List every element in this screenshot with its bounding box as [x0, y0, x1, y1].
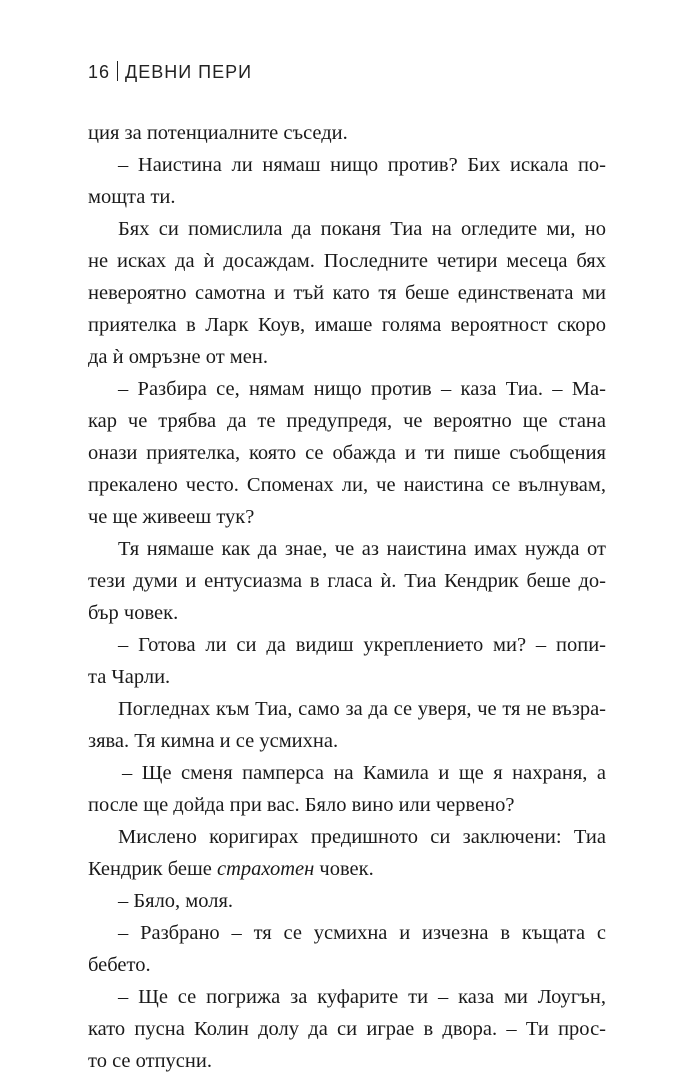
- running-header: [88, 61, 252, 83]
- text-line: да ѝ омръзне от мен.: [88, 346, 268, 368]
- text-line: като пусна Колин долу да си играе в двора. – Ти прос-: [88, 1018, 606, 1040]
- text-line-mixed: [88, 853, 606, 885]
- italic-emphasis: страхотен: [216, 858, 315, 880]
- text-run: Кендрик беше: [88, 858, 217, 880]
- text-line: – Готова ли си да видиш укреплението ми? – попи-: [118, 634, 606, 656]
- page-number: 16: [88, 62, 111, 82]
- text-line: – Бяло, моля.: [118, 890, 234, 912]
- text-line: кар че трябва да те предупредя, че вероятно ще стана: [88, 410, 606, 432]
- text-line: не исках да ѝ досаждам. Последните четири месеца бях: [88, 250, 606, 272]
- text-line: че ще живееш тук?: [88, 506, 255, 528]
- text-line: то се отпусни.: [88, 1050, 212, 1072]
- text-line: невероятно самотна и тъй като тя беше единствената ми: [88, 282, 606, 304]
- text-line: ция за потенциалните съседи.: [88, 122, 348, 144]
- text-line: бър човек.: [88, 602, 179, 624]
- text-line: зява. Тя кимна и се усмихна.: [88, 730, 339, 752]
- text-line: Тя нямаше как да знае, че аз наистина имах нужда от: [118, 538, 606, 560]
- text-run: човек.: [314, 858, 374, 880]
- text-line: – Разбира се, нямам нищо против – каза Тиа. – Ма-: [118, 378, 606, 400]
- text-line: онази приятелка, която се обажда и ти пише съобщения: [88, 442, 606, 464]
- text-line: – Ще се погрижа за куфарите ти – каза ми Лоугън,: [118, 986, 606, 1008]
- text-line: приятелка в Ларк Коув, имаше голяма вероятност скоро: [88, 314, 606, 336]
- text-line: – Разбрано – тя се усмихна и изчезна в къщата с: [118, 922, 606, 944]
- text-line: та Чарли.: [88, 666, 171, 688]
- text-line: после ще дойда при вас. Бяло вино или червено?: [88, 794, 515, 816]
- text-line: – Наистина ли нямаш нищо против? Бих искала по-: [118, 154, 606, 176]
- text-line: мощта ти.: [88, 186, 176, 208]
- text-line: Погледнах към Тиа, само за да се уверя, че тя не възра-: [118, 698, 606, 720]
- text-line: бебето.: [88, 954, 151, 976]
- body-text: [88, 117, 606, 1077]
- text-line: – Ще сменя памперса на Камила и ще я нахраня, а: [122, 762, 606, 784]
- text-line: тези думи и ентусиазма в гласа ѝ. Тиа Кендрик беше до-: [88, 570, 606, 592]
- text-line: прекалено често. Споменах ли, че наистина се вълнувам,: [88, 474, 606, 496]
- header-separator: [117, 61, 118, 81]
- text-line: Бях си помислила да поканя Тиа на огледите ми, но: [118, 218, 606, 240]
- text-line: Мислено коригирах предишното си заключени: Тиа: [118, 826, 606, 848]
- author-name: ДЕВНИ ПЕРИ: [125, 62, 253, 82]
